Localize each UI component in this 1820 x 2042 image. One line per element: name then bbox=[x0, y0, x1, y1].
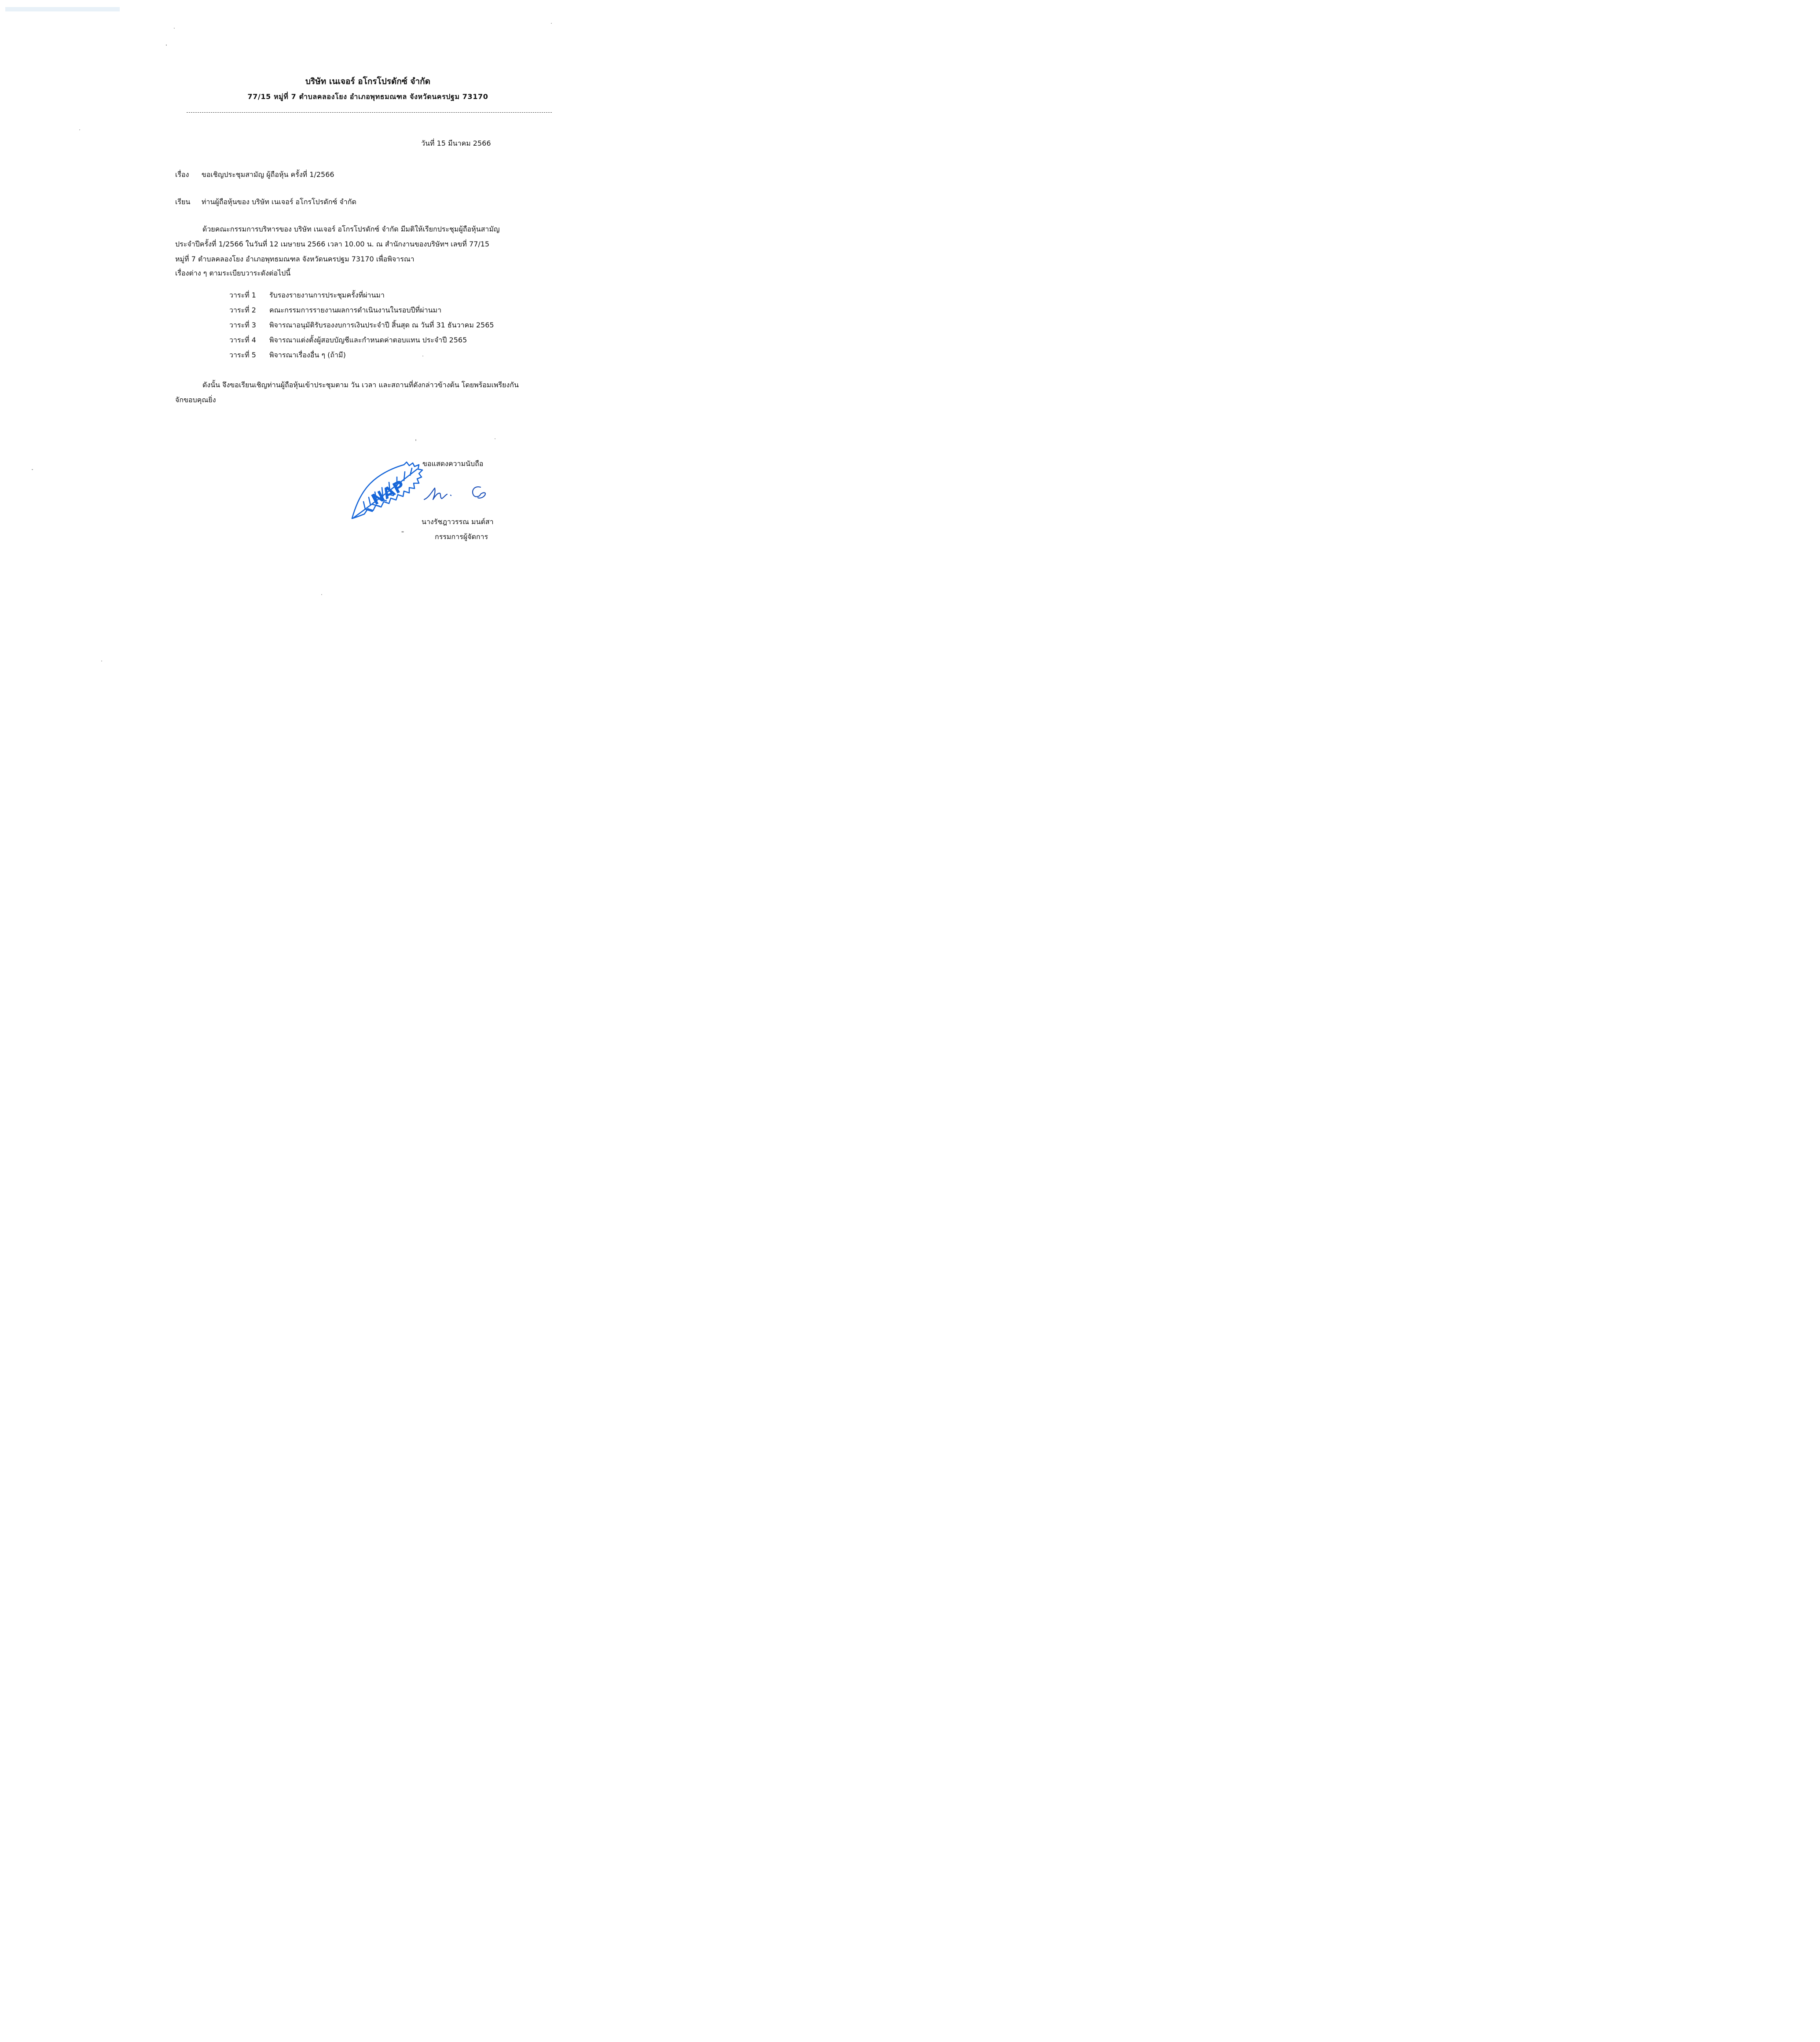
agenda-item-text: พิจารณาแต่งตั้งผู้สอบบัญชีและกำหนดค่าตอบแทน ประจำปี 2565 bbox=[269, 336, 467, 344]
intro-paragraph-line: ประจำปีครั้งที่ 1/2566 ในวันที่ 12 เมษายน 2566 เวลา 10.00 น. ณ สำนักงานของบริษัทฯ เลขที่ 77/15 bbox=[175, 240, 490, 248]
recipient-text: ท่านผู้ถือหุ้นของ บริษัท เนเจอร์ อโกรโปรดักซ์ จำกัด bbox=[202, 198, 356, 206]
agenda-item-label: วาระที่ 5 bbox=[229, 351, 256, 359]
handwritten-signature bbox=[422, 482, 493, 504]
scan-speck bbox=[79, 129, 80, 130]
company-name: บริษัท เนเจอร์ อโกรโปรดักซ์ จำกัด bbox=[305, 77, 431, 86]
header-divider bbox=[187, 112, 552, 113]
scan-speck bbox=[166, 44, 167, 46]
agenda-item-label: วาระที่ 2 bbox=[229, 306, 256, 314]
agenda-item-text: พิจารณาอนุมัติรับรองงบการเงินประจำปี สิ้นสุด ณ วันที่ 31 ธันวาคม 2565 bbox=[269, 321, 494, 329]
signer-title: กรรมการผู้จัดการ bbox=[435, 533, 488, 541]
intro-paragraph-line: ด้วยคณะกรรมการบริหารของ บริษัท เนเจอร์ อโกรโปรดักซ์ จำกัด มีมติให้เรียกประชุมผู้ถือหุ้นสามัญ bbox=[202, 225, 500, 233]
agenda-item-label: วาระที่ 3 bbox=[229, 321, 256, 329]
agenda-item-label: วาระที่ 1 bbox=[229, 291, 256, 299]
svg-text:NAP: NAP bbox=[368, 477, 408, 509]
subject-text: ขอเชิญประชุมสามัญ ผู้ถือหุ้น ครั้งที่ 1/2566 bbox=[202, 170, 334, 179]
agenda-item-text: รับรองรายงานการประชุมครั้งที่ผ่านมา bbox=[269, 291, 385, 299]
company-address: 77/15 หมู่ที่ 7 ตำบลคลองโยง อำเภอพุทธมณฑล จังหวัดนครปฐม 73170 bbox=[247, 92, 488, 101]
agenda-item-text: พิจารณาเรื่องอื่น ๆ (ถ้ามี) bbox=[269, 351, 346, 359]
scan-speck bbox=[174, 28, 175, 29]
subject-label: เรื่อง bbox=[175, 170, 189, 179]
recipient-label: เรียน bbox=[175, 198, 191, 206]
scan-speck bbox=[551, 23, 552, 24]
closing-salutation: ขอแสดงความนับถือ bbox=[422, 459, 484, 468]
closing-paragraph-line: ดังนั้น จึงขอเรียนเชิญท่านผู้ถือหุ้นเข้าประชุมตาม วัน เวลา และสถานที่ดังกล่าวข้างต้น โดยพร้อมเพรียงกัน bbox=[202, 381, 519, 389]
letter-date: วันที่ 15 มีนาคม 2566 bbox=[421, 139, 491, 147]
agenda-item-label: วาระที่ 4 bbox=[229, 336, 256, 344]
scan-edge-tint bbox=[5, 7, 120, 11]
intro-paragraph-line: หมู่ที่ 7 ตำบลคลองโยง อำเภอพุทธมณฑล จังหวัดนครปฐม 73170 เพื่อพิจารณา bbox=[175, 255, 415, 263]
company-seal-icon bbox=[348, 458, 427, 524]
scan-speck bbox=[401, 531, 404, 533]
agenda-item-text: คณะกรรมการรายงานผลการดำเนินงานในรอบปีที่ผ่านมา bbox=[269, 306, 442, 314]
signer-name: นางรัชฎาวรรณ มนต์สา bbox=[422, 518, 494, 526]
scan-speck bbox=[321, 594, 322, 595]
intro-paragraph-line: เรื่องต่าง ๆ ตามระเบียบวาระดังต่อไปนี้ bbox=[175, 269, 291, 277]
scan-speck bbox=[32, 469, 33, 470]
closing-paragraph-line: จักขอบคุณยิ่ง bbox=[175, 396, 216, 404]
scan-speck bbox=[415, 439, 416, 441]
